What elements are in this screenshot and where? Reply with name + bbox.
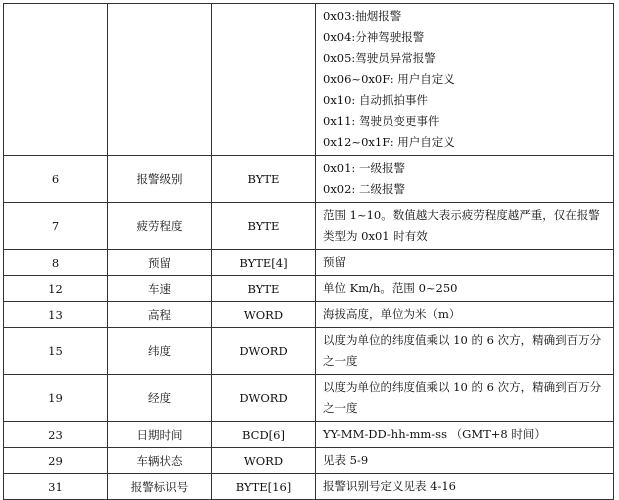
offset-cell: 13 — [4, 302, 108, 328]
table-row — [4, 375, 614, 422]
desc-line: 0x05:驾驶员异常报警 — [323, 51, 436, 65]
field-name-cell: 车速 — [108, 276, 212, 302]
table-row — [4, 422, 614, 448]
table-row — [4, 302, 614, 328]
desc-line: 0x11: 驾驶员变更事件 — [323, 114, 440, 128]
description-cell — [316, 474, 614, 500]
field-name-cell: 车辆状态 — [108, 448, 212, 474]
description-cell — [316, 328, 614, 375]
offset-cell: 15 — [4, 328, 108, 375]
data-type-cell: WORD — [212, 448, 316, 474]
desc-line: 报警识别号定义见表 4-16 — [323, 479, 456, 493]
table-row — [4, 156, 614, 203]
offset-cell: 23 — [4, 422, 108, 448]
table-row — [4, 448, 614, 474]
field-definition-table — [3, 3, 614, 500]
data-type-cell: BYTE[16] — [212, 474, 316, 500]
table-row — [4, 4, 614, 156]
table-row — [4, 328, 614, 375]
desc-line: 预留 — [323, 255, 346, 269]
data-type-cell: DWORD — [212, 328, 316, 375]
desc-line: 见表 5-9 — [323, 453, 369, 467]
field-name-cell: 预留 — [108, 250, 212, 276]
data-type-cell: DWORD — [212, 375, 316, 422]
data-type-cell: BYTE — [212, 156, 316, 203]
offset-cell — [4, 4, 108, 156]
data-type-cell: BYTE — [212, 203, 316, 250]
desc-line: 0x12~0x1F: 用户自定义 — [323, 135, 455, 149]
desc-line: 海拔高度，单位为米（m） — [323, 307, 461, 321]
table-row — [4, 250, 614, 276]
description-cell — [316, 156, 614, 203]
offset-cell: 29 — [4, 448, 108, 474]
offset-cell: 12 — [4, 276, 108, 302]
description-cell — [316, 4, 614, 156]
description-cell — [316, 276, 614, 302]
field-name-cell: 纬度 — [108, 328, 212, 375]
offset-cell: 6 — [4, 156, 108, 203]
desc-line: 以度为单位的纬度值乘以 10 的 6 次方，精确到百万分之一度 — [323, 380, 602, 415]
data-type-cell — [212, 4, 316, 156]
description-cell — [316, 422, 614, 448]
description-cell — [316, 302, 614, 328]
description-cell — [316, 203, 614, 250]
desc-line: 0x10: 自动抓拍事件 — [323, 93, 428, 107]
data-type-cell: BYTE — [212, 276, 316, 302]
field-name-cell: 日期时间 — [108, 422, 212, 448]
field-name-cell — [108, 4, 212, 156]
offset-cell: 31 — [4, 474, 108, 500]
desc-line: 范围 1~10。数值越大表示疲劳程度越严重，仅在报警类型为 0x01 时有效 — [323, 208, 600, 243]
field-name-cell: 疲劳程度 — [108, 203, 212, 250]
desc-line: 0x06~0x0F: 用户自定义 — [323, 72, 455, 86]
desc-line: 0x03:抽烟报警 — [323, 9, 402, 23]
table-row — [4, 474, 614, 500]
field-name-cell: 经度 — [108, 375, 212, 422]
desc-line: 以度为单位的纬度值乘以 10 的 6 次方，精确到百万分之一度 — [323, 333, 602, 368]
field-name-cell: 高程 — [108, 302, 212, 328]
field-name-cell: 报警级别 — [108, 156, 212, 203]
desc-line: 0x04:分神驾驶报警 — [323, 30, 425, 44]
data-type-cell: WORD — [212, 302, 316, 328]
data-type-cell: BCD[6] — [212, 422, 316, 448]
table-row — [4, 276, 614, 302]
desc-line: 单位 Km/h。范围 0~250 — [323, 281, 458, 295]
data-type-cell: BYTE[4] — [212, 250, 316, 276]
desc-line: YY-MM-DD-hh-mm-ss （GMT+8 时间） — [323, 427, 546, 441]
offset-cell: 7 — [4, 203, 108, 250]
description-cell — [316, 375, 614, 422]
offset-cell: 19 — [4, 375, 108, 422]
field-name-cell: 报警标识号 — [108, 474, 212, 500]
description-cell — [316, 448, 614, 474]
description-cell — [316, 250, 614, 276]
table-row — [4, 203, 614, 250]
offset-cell: 8 — [4, 250, 108, 276]
desc-line: 0x02: 二级报警 — [323, 182, 405, 196]
desc-line: 0x01: 一级报警 — [323, 161, 405, 175]
